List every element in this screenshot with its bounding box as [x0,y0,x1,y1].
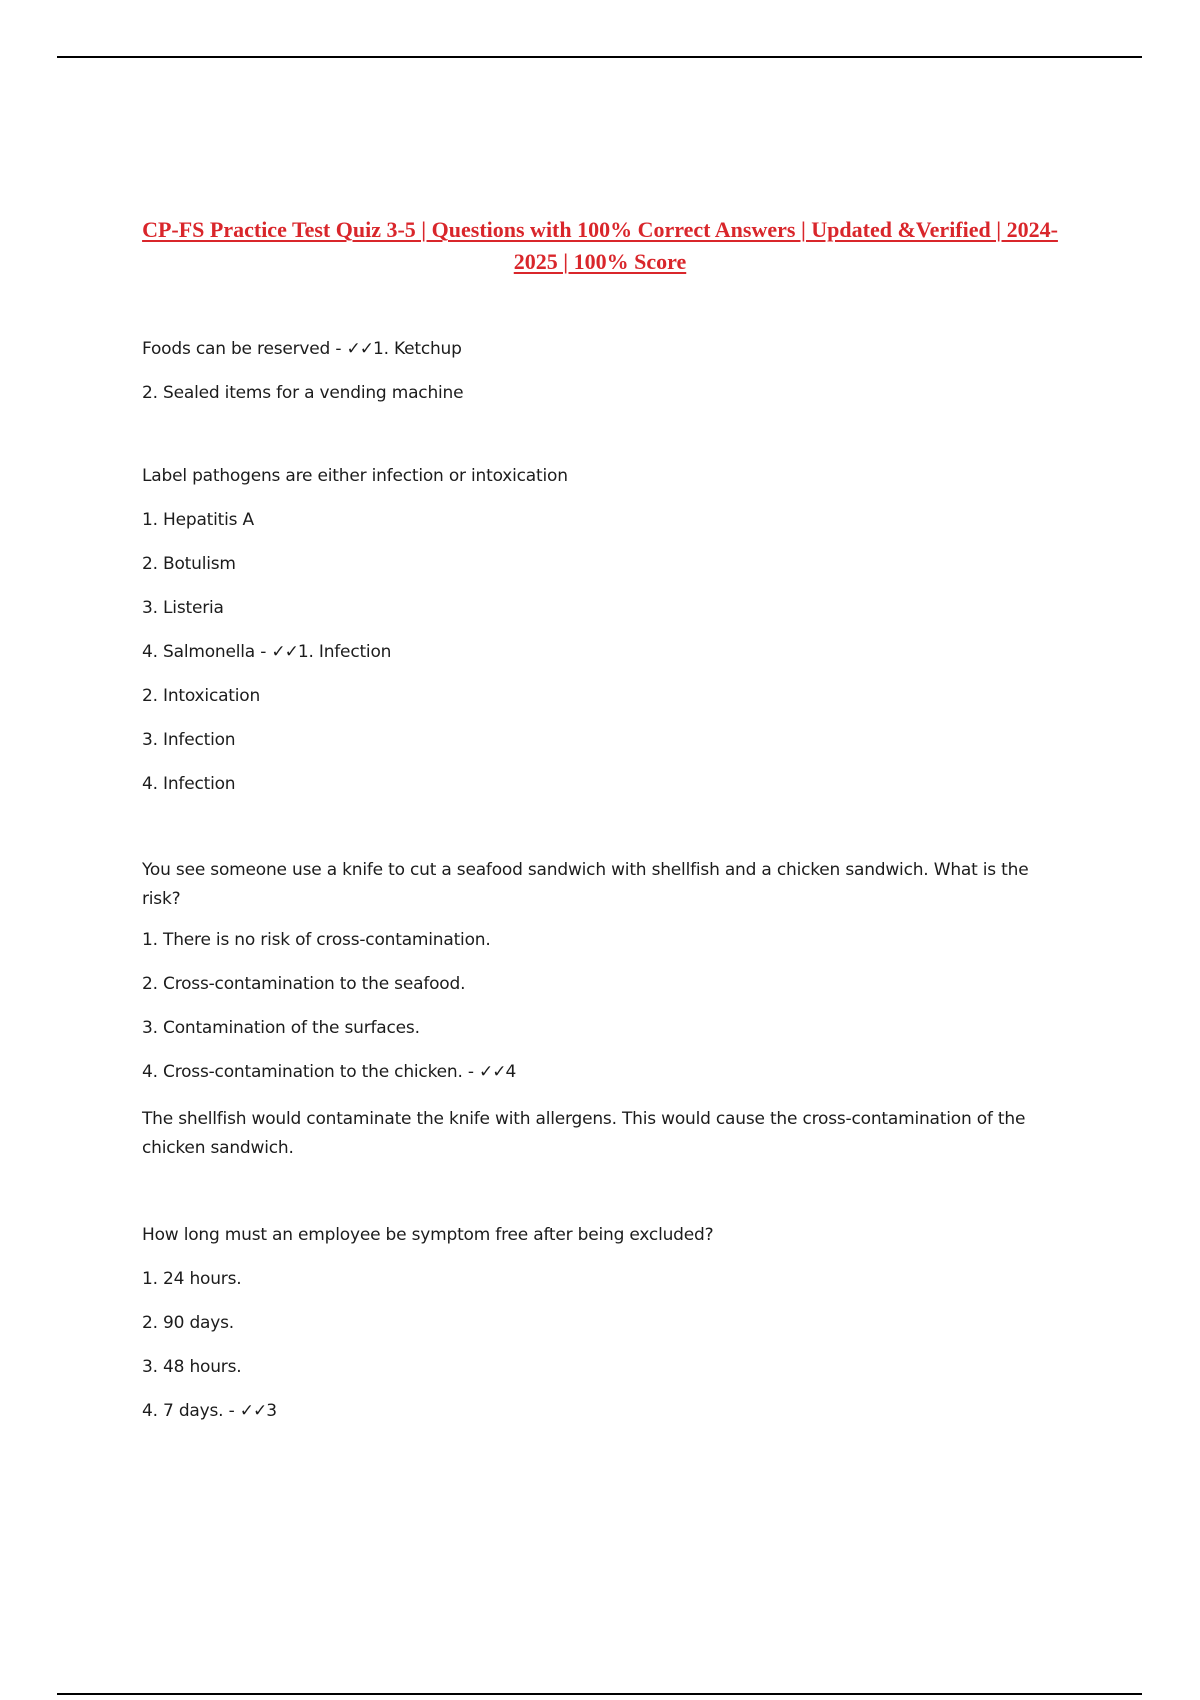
list-item: 3. Infection [142,730,236,750]
question-block [142,1224,1052,1422]
document-title: CP-FS Practice Test Quiz 3-5 | Questions with 100% Correct Answers | Updated &Verified | 2024-2025 | 100% Score [142,217,1058,274]
list-item: 3. Contamination of the surfaces. [142,1018,420,1038]
list-item: 2. Sealed items for a vending machine [142,383,464,403]
list-item: 2. 90 days. [142,1313,234,1333]
document-body [142,338,1052,1444]
answer-line: 4. 7 days. - ✓✓3 [142,1401,277,1421]
answer-line: 4. Cross-contamination to the chicken. - ✓✓4 [142,1062,517,1082]
list-item: 3. Listeria [142,598,224,618]
explanation-text: The shellfish would contaminate the knife with allergens. This would cause the cross-contamination of the chicken sandwich. [142,1109,1026,1158]
question-block [142,856,1052,1163]
header-rule [57,56,1142,58]
question-text: How long must an employee be symptom free after being excluded? [142,1225,714,1245]
footer-rule [57,1693,1142,1695]
list-item: 1. 24 hours. [142,1269,242,1289]
list-item: 1. Hepatitis A [142,510,254,530]
question-block [142,465,1052,795]
answer-line: 4. Salmonella - ✓✓1. Infection [142,642,392,662]
list-item: 2. Intoxication [142,686,261,706]
list-item: 2. Cross-contamination to the seafood. [142,974,466,994]
question-text: You see someone use a knife to cut a seafood sandwich with shellfish and a chicken sandwich. What is the risk? [142,860,1029,909]
list-item: 2. Botulism [142,554,236,574]
list-item: 3. 48 hours. [142,1357,242,1377]
answer-line: Foods can be reserved - ✓✓1. Ketchup [142,339,462,359]
double-check-icon: ✓✓ [239,1401,267,1421]
question-text: Label pathogens are either infection or intoxication [142,466,568,486]
question-block [142,338,1052,404]
list-item: 4. Infection [142,774,236,794]
double-check-icon: ✓✓ [479,1062,506,1082]
double-check-icon: ✓✓ [346,339,373,359]
list-item: 1. There is no risk of cross-contamination. [142,930,491,950]
double-check-icon: ✓✓ [271,642,298,662]
